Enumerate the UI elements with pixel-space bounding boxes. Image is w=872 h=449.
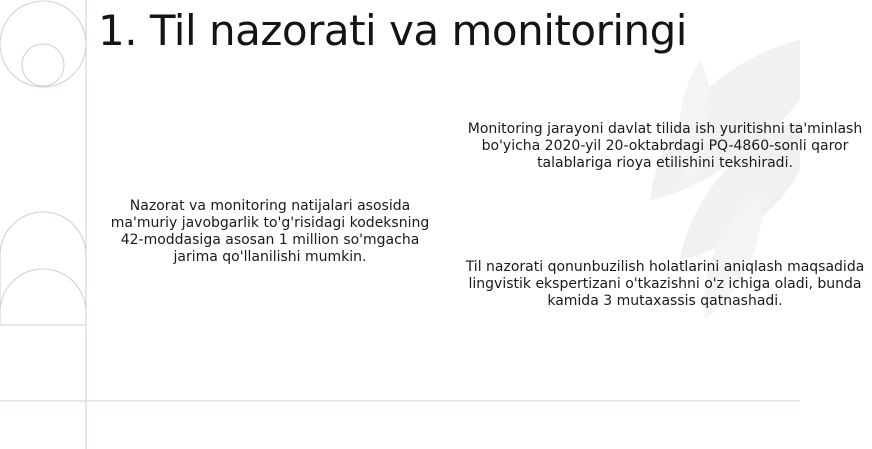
inner-arch [0, 269, 86, 325]
top-small-circle [22, 44, 64, 86]
slide-title: 1. Til nazorati va monitoringi [98, 6, 687, 55]
text-block-right-bottom: Til nazorati qonunbuzilish holatlarini aniqlash maqsadida lingvistik ekspertizani o'tkazishni o'z ichiga oladi, bunda kamida 3 mutaxassis qatnashadi. [465, 259, 865, 309]
text-block-right-top: Monitoring jarayoni davlat tilida ish yuritishni ta'minlash bo'yicha 2020-yil 20-oktabrdagi PQ-4860-sonli qaror talablariga rioya etilishini tekshiradi. [467, 121, 863, 171]
text-block-left: Nazorat va monitoring natijalari asosida ma'muriy javobgarlik to'g'risidagi kodeksning 42-moddasiga asosan 1 million so'mgacha jarima qo'llanilishi mumkin. [110, 198, 430, 265]
